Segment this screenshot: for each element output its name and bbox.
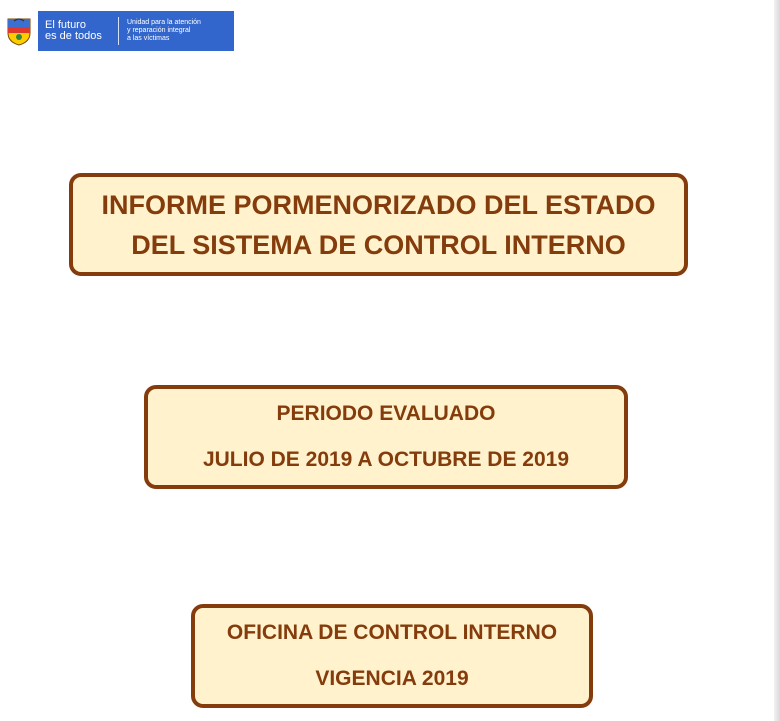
entity-name: [119, 11, 234, 51]
period-range: JULIO DE 2019 A OCTUBRE DE 2019: [202, 448, 570, 471]
header-logo: [0, 11, 234, 51]
validity-year: VIGENCIA 2019: [315, 667, 469, 690]
entity-name-line-2: y reparación integral: [127, 27, 191, 34]
report-title-line-1: INFORME PORMENORIZADO DEL ESTADO: [101, 189, 656, 220]
report-title-box: [69, 173, 688, 276]
entity-name-line-3: a las víctimas: [127, 35, 170, 42]
logo-divider: [118, 17, 119, 45]
entity-name-line-1: Unidad para la atención: [127, 19, 201, 26]
office-box: [191, 604, 593, 708]
period-heading: PERIODO EVALUADO: [276, 402, 496, 425]
page-edge-shadow: [774, 0, 780, 721]
report-title-line-2: DEL SISTEMA DE CONTROL INTERNO: [131, 229, 626, 260]
office-name: OFICINA DE CONTROL INTERNO: [226, 621, 558, 644]
evaluated-period-box: [144, 385, 628, 489]
logo-blue-band: [38, 11, 234, 51]
logo-slogan-line-2: es de todos: [45, 30, 102, 42]
logo-slogan-line-1: El futuro: [45, 19, 86, 31]
logo-slogan: [38, 11, 118, 51]
coat-of-arms-icon: [0, 11, 38, 51]
